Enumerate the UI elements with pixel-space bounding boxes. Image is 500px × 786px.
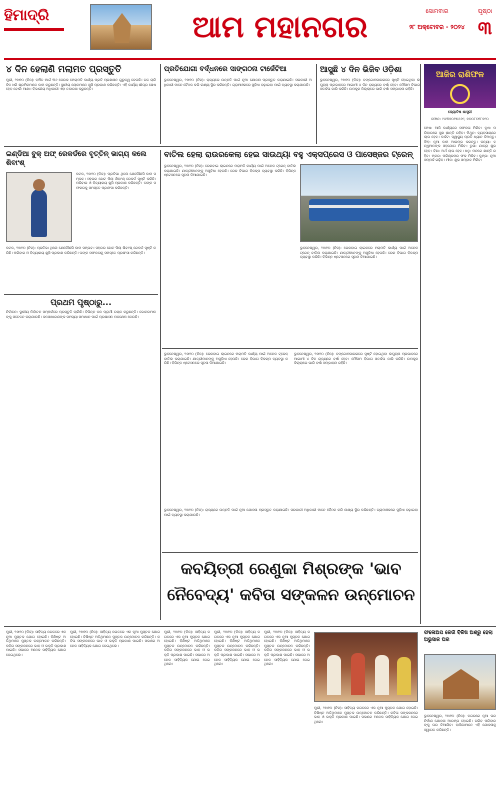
- article-8-body: ଭୁବନେଶ୍ୱର, ୨୭ା୧୦ (ନିଜ): ନଗରରେ ନୂଆ ଘର ନିର୍ମାଣ ଯୋଜନା ଆରମ୍ଭ ହୋଇଛି। ଗରିବ ପରିବାରଙ୍କୁ ଘର ଦିଆଯିବ। ବାସିନ୍ଦାମାନେ ଏହି ଯୋଜନାକୁ ସ୍ୱାଗତ କରିଛନ୍ତି।: [424, 714, 496, 732]
- article-3-headline: ଆସୁଛି ୪ ଦିନ ଭିଜିବ ଓଡ଼ିଶା: [320, 65, 402, 74]
- horoscope-byline: ଜ୍ୟୋତିଷ ଶାସ୍ତ୍ରୀ: [448, 110, 472, 114]
- event-person-4: [397, 657, 411, 695]
- masthead-date: ୨୮ ଅକ୍ଟୋବର - ୨୦୨୪: [409, 24, 465, 31]
- divider: [4, 146, 418, 147]
- article-2-body: ଭୁବନେଶ୍ୱର, ୨୭ା୧୦ (ନିଜ): ରାଜ୍ୟରେ ଉନ୍ନତି ପାଇଁ ନୂଆ ଯୋଜନା ପ୍ରସ୍ତୁତ କରାଯାଇଛି। ସରକାରୀ ଅଧିକାରୀ ମାନେ ବୈଠକ କରି ଲକ୍ଷ୍ୟ ସ୍ଥିର କରିଛନ୍ତି। ଗ୍ରାମାଞ୍ଚଳରେ ସୁବିଧା ବଢ଼ାଇବା ପାଇଁ ବ୍ୟବସ୍ଥା କରାଯାଉଛି।: [164, 78, 312, 87]
- masthead-logo-underline: [4, 28, 64, 31]
- article-7-body-col3: ପୁରୀ, ୨୭ା୧୦ (ନିଜ): ସାହିତ୍ୟ ଜଗତରେ ଏକ ନୂଆ ପୁସ୍ତକ ଯୋଗ ହୋଇଛି। ବିଶିଷ୍ଟ ଅତିଥିମାନେ ପୁସ୍ତକ ଉନ୍ମୋଚନ କରିଛନ୍ତି। କବିତା ସଙ୍କଳନରେ ଭାବ ଓ ଭକ୍ତି ପ୍ରକାଶ ପାଇଛି। ସଭାରେ ଅନେକ ସାହିତ୍ୟିକ ଯୋଗ ଦେଇଥିଲେ।: [164, 630, 210, 667]
- article-3-body: ଭୁବନେଶ୍ୱର, ୨୭ା୧୦ (ନିଜ): ବଙ୍ଗୋପସାଗରରେ ସୃଷ୍ଟି ହୋଇଥିବା ଲଘୁଚାପ ପ୍ରଭାବରେ ଆଗାମୀ ୪ ଦିନ ରାଜ୍ୟରେ ବର୍ଷା ହେବ। ମୌସମ ବିଭାଗ ସତର୍କତା ଜାରି କରିଛି। ଉପକୂଳ ଜିଲ୍ଲାରେ ଭାରି ବର୍ଷା ସମ୍ଭାବନା ରହିଛି।: [320, 78, 420, 92]
- divider: [160, 64, 161, 144]
- event-person-2: [351, 653, 365, 695]
- divider: [420, 64, 421, 624]
- middle-text-block-wide: ଭୁବନେଶ୍ୱର, ୨୭ା୧୦ (ନିଜ): ରାଜ୍ୟରେ ଉନ୍ନତି ପାଇଁ ନୂଆ ଯୋଜନା ପ୍ରସ୍ତୁତ କରାଯାଇଛି। ସରକାରୀ ଅଧିକାରୀ ମାନେ ବୈଠକ କରି ଲକ୍ଷ୍ୟ ସ୍ଥିର କରିଛନ୍ତି। ଗ୍ରାମାଞ୍ଚଳରେ ସୁବିଧା ବଢ଼ାଇବା ପାଇଁ ବ୍ୟବସ୍ଥା କରାଯାଉଛି।: [164, 508, 418, 517]
- middle-text-block-left: ଭୁବନେଶ୍ୱର, ୨୭ା୧୦ (ନିଜ): ରେଳବାଇ ଲାଇନରେ ମରାମତି କାର୍ଯ୍ୟ ପାଇଁ ଅନେକ ଟ୍ରେନ୍ ବାତିଲ କରାଯାଇଛି। ଯାତ୍ରୀମାନଙ୍କୁ ଅସୁବିଧା ହେଉଛି। ରେଳ ବିଭାଗ ବିକଳ୍ପ ବ୍ୟବସ୍ଥା କରିଛି। ବିଭିନ୍ନ ଷ୍ଟେସନରେ ସୂଚନା ଦିଆଯାଇଛି।: [164, 352, 288, 366]
- temple-shape: [113, 13, 131, 43]
- article-5-headline: ବାତିଲ ହେଲା ରାଉରକେଲା ହେଇ ସାଉଥ୍ୟା ବହୁ ଏକ୍ସପ୍ରେସ ଓ ପାସେଞ୍ଜର ଟ୍ରେନ୍: [164, 150, 413, 159]
- masthead-logo: ହିମାଦ୍ରି: [4, 6, 50, 24]
- article-7-body-col5: ପୁରୀ, ୨୭ା୧୦ (ନିଜ): ସାହିତ୍ୟ ଜଗତରେ ଏକ ନୂଆ ପୁସ୍ତକ ଯୋଗ ହୋଇଛି। ବିଶିଷ୍ଟ ଅତିଥିମାନେ ପୁସ୍ତକ ଉନ୍ମୋଚନ କରିଛନ୍ତି। କବିତା ସଙ୍କଳନରେ ଭାବ ଓ ଭକ୍ତି ପ୍ରକାଶ ପାଇଛି। ସଭାରେ ଅନେକ ସାହିତ୍ୟିକ ଯୋଗ ଦେଇଥିଲେ।: [264, 630, 310, 667]
- article-5-train-photo: [300, 164, 418, 242]
- article-1-headline: ୪ ଦିନ ହେଲାଣି ମଲାମତ ପ୍ରସ୍ତୁତି: [6, 65, 122, 75]
- article-7-body-col2: ପୁରୀ, ୨୭ା୧୦ (ନିଜ): ସାହିତ୍ୟ ଜଗତରେ ଏକ ନୂଆ ପୁସ୍ତକ ଯୋଗ ହୋଇଛି। ବିଶିଷ୍ଟ ଅତିଥିମାନେ ପୁସ୍ତକ ଉନ୍ମୋଚନ କରିଛନ୍ତି। କବିତା ସଙ୍କଳନରେ ଭାବ ଓ ଭକ୍ତି ପ୍ରକାଶ ପାଇଛି। ସଭାରେ ଅନେକ ସାହିତ୍ୟିକ ଯୋଗ ଦେଇଥିଲେ।: [70, 630, 160, 648]
- zodiac-wheel-icon: [450, 84, 470, 104]
- article-4-photo: [6, 172, 72, 242]
- middle-text-block-right: ଭୁବନେଶ୍ୱର, ୨୭ା୧୦ (ନିଜ): ବଙ୍ଗୋପସାଗରରେ ସୃଷ୍ଟି ହୋଇଥିବା ଲଘୁଚାପ ପ୍ରଭାବରେ ଆଗାମୀ ୪ ଦିନ ରାଜ୍ୟରେ ବର୍ଷା ହେବ। ମୌସମ ବିଭାଗ ସତର୍କତା ଜାରି କରିଛି। ଉପକୂଳ ଜିଲ୍ଲାରେ ଭାରି ବର୍ଷା ସମ୍ଭାବନା ରହିଛି।: [294, 352, 418, 366]
- event-person-3: [375, 655, 389, 695]
- masthead-temple-photo: [90, 4, 152, 50]
- article-5-body: ଭୁବନେଶ୍ୱର, ୨୭ା୧୦ (ନିଜ): ରେଳବାଇ ଲାଇନରେ ମରାମତି କାର୍ଯ୍ୟ ପାଇଁ ଅନେକ ଟ୍ରେନ୍ ବାତିଲ କରାଯାଇଛି। ଯାତ୍ରୀମାନଙ୍କୁ ଅସୁବିଧା ହେଉଛି। ରେଳ ବିଭାଗ ବିକଳ୍ପ ବ୍ୟବସ୍ଥା କରିଛି। ବିଭିନ୍ନ ଷ୍ଟେସନରେ ସୂଚନା ଦିଆଯାଇଛି।: [164, 164, 296, 178]
- article-2-headline: ପ୍ରତିଯୋଗୀ ବର୍ଦ୍ଧନରେ ସାଙ୍ଗଠନା ଟାର୍ଜେଟିଆ: [164, 65, 287, 73]
- article-4-body-continued: କଟକ, ୨୭ା୧୦ (ନିଜ): ପ୍ରତିଭା ଥିଲେ ଯେକୌଣସି କାମ ସମ୍ଭବ। ସହରର ଛୋଟ ପିଲା ଶିବାଂଶ୍ ରେକର୍ଡ ସୃଷ୍ଟି କରିଛି। ପରିବାର ଓ ବିଦ୍ୟାଳୟ ଖୁସି ପ୍ରକାଶ କରିଛନ୍ତି। ତାଙ୍କ ସଫଳତାକୁ ସମସ୍ତେ ପ୍ରଶଂସା କରିଛନ୍ତି।: [6, 246, 156, 255]
- horoscope-title: ଆଜିର ରାଶିଫଳ: [436, 70, 484, 79]
- child-figure: [31, 189, 47, 237]
- article-8-photo: [424, 654, 496, 710]
- horoscope-contact: ଫୋନ: ୯୪୩୭୦୧୫୬୬୯, ୭୦୦୮୦୧୮୭୯୦: [431, 117, 489, 121]
- divider: [160, 150, 161, 620]
- article-4-headline: ଇଣ୍ଡିଆ ବୁକ୍ ଅଫ୍ ରେକର୍ଡରେ ବୃତ୍ତିନ୍ ଭାଗ୍ୟ କଲେ ଶିବାଂଶ୍: [6, 150, 147, 167]
- divider: [4, 294, 158, 295]
- divider: [162, 348, 418, 349]
- article-6-body: ନିର୍ବାଚନ: ସ୍ଥାନୀୟ ନିର୍ବାଚନ ସମ୍ପର୍କରେ ପ୍ରସ୍ତୁତି ଚାଲିଛି। ବିଭିନ୍ନ ଦଳ ପ୍ରାର୍ଥୀ ଚୟନ କରୁଛନ୍ତି। ଭୋଟରମାନଙ୍କୁ ସଚେତନ କରାଯାଉଛି। ଜନସାଧାରଣଙ୍କ ସମସ୍ୟା ସମାଧାନ ପାଇଁ ପ୍ରଶାସନ ପଦକ୍ଷେପ ନେଉଛି।: [6, 310, 156, 319]
- horoscope-body: ମେଷ: ଆଜି କାର୍ଯ୍ୟରେ ସଫଳତା ମିଳିବ। ବୃଷ: ପରିବାରରେ ସୁଖ ଶାନ୍ତି ରହିବ। ମିଥୁନ: ବ୍ୟବସାୟରେ ଲାଭ ହେବ। କର୍କଟ: ସ୍ୱାସ୍ଥ୍ୟ ପ୍ରତି ଧ୍ୟାନ ଦିଅନ୍ତୁ। ସିଂହ: ନୂଆ କାମ ଆରମ୍ଭ କରନ୍ତୁ। କନ୍ୟା: ବନ୍ଧୁମାନଙ୍କ ସହଯୋଗ ମିଳିବ। ତୁଳା: ଯାତ୍ରା ଶୁଭ ହେବ। ବିଛା: ଅର୍ଥ ଲାଭ ହେବ। ଧନୁ: ମନରେ ଶାନ୍ତି ରହିବ। ମକର: ପରିଶ୍ରମର ଫଳ ମିଳିବ। କୁମ୍ଭ: ନୂଆ ସମ୍ପର୍କ ଗଢ଼ିବ। ମୀନ: ଶୁଭ ସମ୍ବାଦ ମିଳିବ।: [424, 126, 496, 163]
- train-stripe: [309, 205, 409, 208]
- masthead-date-box: [404, 8, 496, 48]
- article-5-body-continued: ଭୁବନେଶ୍ୱର, ୨୭ା୧୦ (ନିଜ): ରେଳବାଇ ଲାଇନରେ ମରାମତି କାର୍ଯ୍ୟ ପାଇଁ ଅନେକ ଟ୍ରେନ୍ ବାତିଲ କରାଯାଇଛି। ଯାତ୍ରୀମାନଙ୍କୁ ଅସୁବିଧା ହେଉଛି। ରେଳ ବିଭାଗ ବିକଳ୍ପ ବ୍ୟବସ୍ଥା କରିଛି। ବିଭିନ୍ନ ଷ୍ଟେସନରେ ସୂଚନା ଦିଆଯାଇଛି।: [300, 246, 418, 260]
- article-7-event-photo: [314, 632, 418, 702]
- divider: [162, 552, 418, 553]
- masthead-logo-box: [4, 6, 86, 50]
- masthead-page-no: ୩: [477, 18, 493, 39]
- masthead-day: ସୋମବାର: [425, 8, 449, 15]
- article-1-body: ପୁରୀ, ୨୭ା୧୦ (ନିଜ): ବର୍ଷିତ ମାର୍ଗ ୩୬ ଦେଉଳ ମେରାମତି କାର୍ଯ୍ୟ ପ୍ରତି ପ୍ରଶାସନ ଗୁରୁତ୍ୱ ଦେଉଛି। ଗତ ଚାରି ଦିନ ଧରି ଶ୍ରମିକମାନେ କାମ କରୁଛନ୍ତି। ସ୍ଥାନୀୟ ଲୋକମାନେ ଖୁସି ପ୍ରକାଶ କରିଛନ୍ତି। ଏହି କାର୍ଯ୍ୟ ଶୀଘ୍ର ଶେଷ ହେବ ବୋଲି ଆଶା। ବିଭାଗୀୟ ଅଧିକାରୀ ଏହା ତଦାରଖ କରୁଛନ୍ତି।: [6, 78, 156, 92]
- masthead-title: ଆମ ମହାନଗର: [192, 10, 368, 45]
- event-person-1: [327, 655, 341, 695]
- divider: [4, 626, 496, 627]
- article-7-body-col4: ପୁରୀ, ୨୭ା୧୦ (ନିଜ): ସାହିତ୍ୟ ଜଗତରେ ଏକ ନୂଆ ପୁସ୍ତକ ଯୋଗ ହୋଇଛି। ବିଶିଷ୍ଟ ଅତିଥିମାନେ ପୁସ୍ତକ ଉନ୍ମୋଚନ କରିଛନ୍ତି। କବିତା ସଙ୍କଳନରେ ଭାବ ଓ ଭକ୍ତି ପ୍ରକାଶ ପାଇଛି। ସଭାରେ ଅନେକ ସାହିତ୍ୟିକ ଯୋଗ ଦେଇଥିଲେ।: [214, 630, 260, 667]
- masthead-divider: [4, 58, 496, 60]
- house-shape: [443, 669, 479, 699]
- masthead-page-label: ପୃଷ୍ଠା: [477, 8, 493, 15]
- article-6-headline: ପ୍ରଥମ ପୃଷ୍ଠାରୁ...: [50, 298, 112, 307]
- article-7-headline: କବୟିତ୍ରୀ ରେଣୁକା ମିଶ୍ରଙ୍କ 'ଭାବ ନୈବେଦ୍ୟ' କବିତା ସଙ୍କଳନ ଉନ୍ମୋଚନ: [167, 559, 415, 604]
- article-8-headline: ଫଳୋଅପ କେଉଁ ବିକିଷ ଅଶ୍ରୁ ହେଲା ଅଭୁସାକ ଘର: [424, 630, 493, 643]
- article-7-body: ପୁରୀ, ୨୭ା୧୦ (ନିଜ): ସାହିତ୍ୟ ଜଗତରେ ଏକ ନୂଆ ପୁସ୍ତକ ଯୋଗ ହୋଇଛି। ବିଶିଷ୍ଟ ଅତିଥିମାନେ ପୁସ୍ତକ ଉନ୍ମୋଚନ କରିଛନ୍ତି। କବିତା ସଙ୍କଳନରେ ଭାବ ଓ ଭକ୍ତି ପ୍ରକାଶ ପାଇଛି। ସଭାରେ ଅନେକ ସାହିତ୍ୟିକ ଯୋଗ ଦେଇଥିଲେ।: [6, 630, 66, 657]
- article-7-body-col6: ପୁରୀ, ୨୭ା୧୦ (ନିଜ): ସାହିତ୍ୟ ଜଗତରେ ଏକ ନୂଆ ପୁସ୍ତକ ଯୋଗ ହୋଇଛି। ବିଶିଷ୍ଟ ଅତିଥିମାନେ ପୁସ୍ତକ ଉନ୍ମୋଚନ କରିଛନ୍ତି। କବିତା ସଙ୍କଳନରେ ଭାବ ଓ ଭକ୍ତି ପ୍ରକାଶ ପାଇଛି। ସଭାରେ ଅନେକ ସାହିତ୍ୟିକ ଯୋଗ ଦେଇଥିଲେ।: [314, 706, 418, 724]
- train-body: [309, 199, 409, 221]
- child-head: [33, 179, 45, 191]
- article-4-body: କଟକ, ୨୭ା୧୦ (ନିଜ): ପ୍ରତିଭା ଥିଲେ ଯେକୌଣସି କାମ ସମ୍ଭବ। ସହରର ଛୋଟ ପିଲା ଶିବାଂଶ୍ ରେକର୍ଡ ସୃଷ୍ଟି କରିଛି। ପରିବାର ଓ ବିଦ୍ୟାଳୟ ଖୁସି ପ୍ରକାଶ କରିଛନ୍ତି। ତାଙ୍କ ସଫଳତାକୁ ସମସ୍ତେ ପ୍ରଶଂସା କରିଛନ୍ତି।: [76, 172, 156, 190]
- masthead: [0, 0, 500, 56]
- divider: [316, 64, 317, 144]
